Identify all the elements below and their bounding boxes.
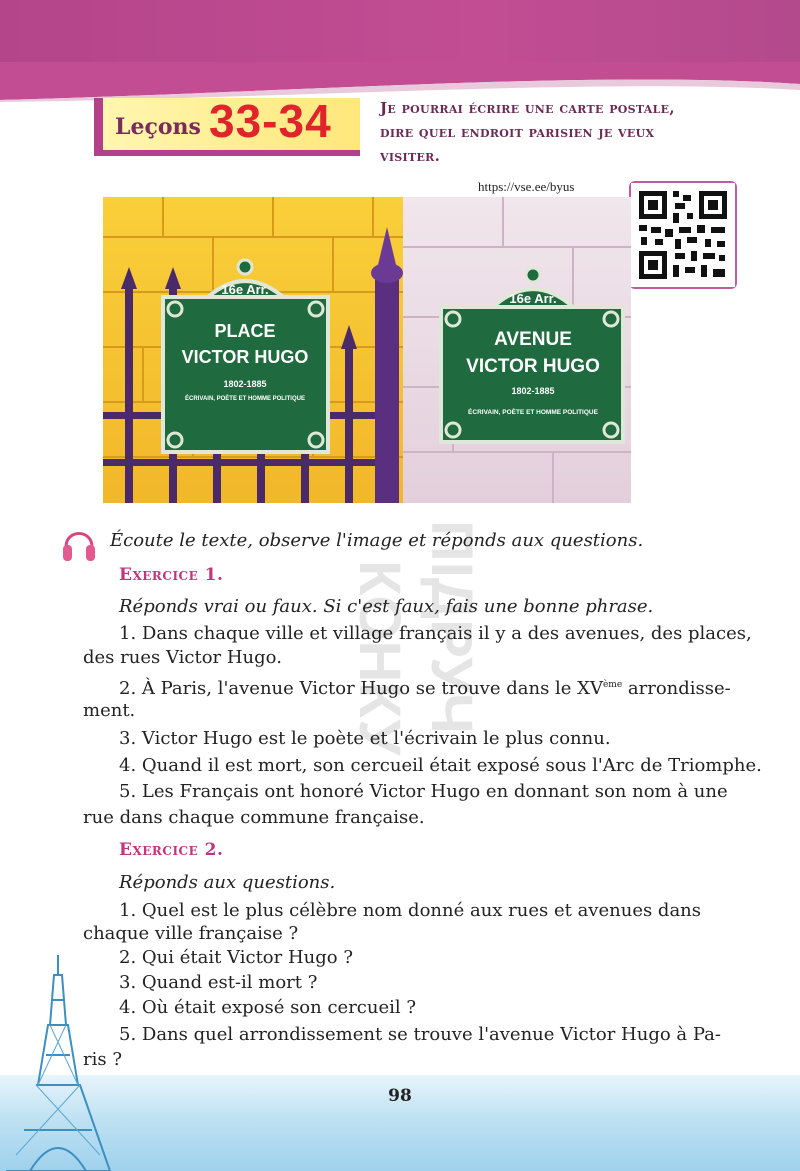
listening-instruction: Écoute le texte, observe l'image et réponds aux questions. — [110, 530, 644, 551]
exercise2-prompt: Réponds aux questions. — [119, 872, 336, 893]
exercise2-q2: 2. Qui était Victor Hugo ? — [119, 947, 353, 968]
exercise1-item1b: des rues Victor Hugo. — [83, 647, 282, 668]
exercise1-item5a: 5. Les Français ont honoré Victor Hugo en donnant son nom à une — [119, 781, 728, 802]
page-number: 98 — [388, 1086, 412, 1106]
exercise1-item2a-text: 2. À Paris, l'avenue Victor Hugo se trouve dans le XV — [119, 678, 603, 699]
left-sign-dates: 1802-1885 — [223, 379, 267, 389]
lesson-word: Leçons — [115, 114, 201, 140]
eiffel-tower-icon — [0, 955, 120, 1171]
exercise1-item2a-end: arrondisse- — [622, 678, 731, 699]
lesson-objective: Je pourrai écrire une carte postale, dire quel endroit parisien je veux visiter. — [380, 99, 675, 165]
qr-code-icon — [631, 183, 735, 287]
right-sign-arrondissement: 16e Arr. — [509, 291, 557, 306]
exercise2-q4: 4. Où était exposé son cercueil ? — [119, 997, 417, 1018]
left-sign-line1: PLACE — [214, 321, 276, 341]
exercise2-q1a: 1. Quel est le plus célèbre nom donné aux rues et avenues dans — [119, 900, 702, 921]
watermark-text-2: ПІДРУЧ — [419, 520, 484, 734]
exercise1-item4: 4. Quand il est mort, son cercueil était exposé sous l'Arc de Triomphe. — [119, 755, 762, 776]
watermark-text-1: КОНКУ — [347, 560, 412, 756]
left-sign-arrondissement: 16e Arr. — [221, 282, 269, 297]
street-signs-illustration — [103, 197, 631, 503]
right-sign-line1: AVENUE — [494, 329, 572, 350]
exercise1-prompt: Réponds vrai ou faux. Si c'est faux, fais une bonne phrase. — [119, 596, 654, 617]
qr-code[interactable] — [629, 181, 737, 289]
resource-link[interactable]: https://vse.ee/byus — [478, 179, 575, 194]
exercise1-item2b: ment. — [83, 700, 136, 721]
exercise2-q5a: 5. Dans quel arrondissement se trouve l'avenue Victor Hugo à Pa- — [119, 1024, 721, 1045]
lesson-number: 33-34 — [209, 95, 332, 147]
exercise1-item3: 3. Victor Hugo est le poète et l'écrivain le plus connu. — [119, 728, 611, 749]
lesson-badge — [94, 95, 360, 156]
left-sign-caption: ÉCRIVAIN, POÈTE ET HOMME POLITIQUE — [185, 396, 305, 402]
exercise1-title: Exercice 1. — [119, 565, 224, 585]
exercise1-item2a — [119, 674, 731, 700]
exercise1-item2a-sup: ème — [602, 680, 623, 690]
headphones-icon — [62, 521, 96, 565]
exercise2-q3: 3. Quand est-il mort ? — [119, 972, 318, 993]
left-sign-line2: VICTOR HUGO — [181, 347, 309, 367]
exercise2-q5b: ris ? — [83, 1049, 122, 1070]
exercise2-q1b: chaque ville française ? — [83, 923, 299, 944]
exercise1-item5b: rue dans chaque commune française. — [83, 807, 425, 828]
right-sign-dates: 1802-1885 — [511, 386, 555, 396]
right-sign-caption: ÉCRIVAIN, POÈTE ET HOMME POLITIQUE — [468, 409, 598, 416]
right-sign-line2: VICTOR HUGO — [466, 356, 600, 377]
exercise1-item1a: 1. Dans chaque ville et village français il y a des avenues, des places, — [119, 623, 752, 644]
exercise2-title: Exercice 2. — [119, 840, 224, 860]
